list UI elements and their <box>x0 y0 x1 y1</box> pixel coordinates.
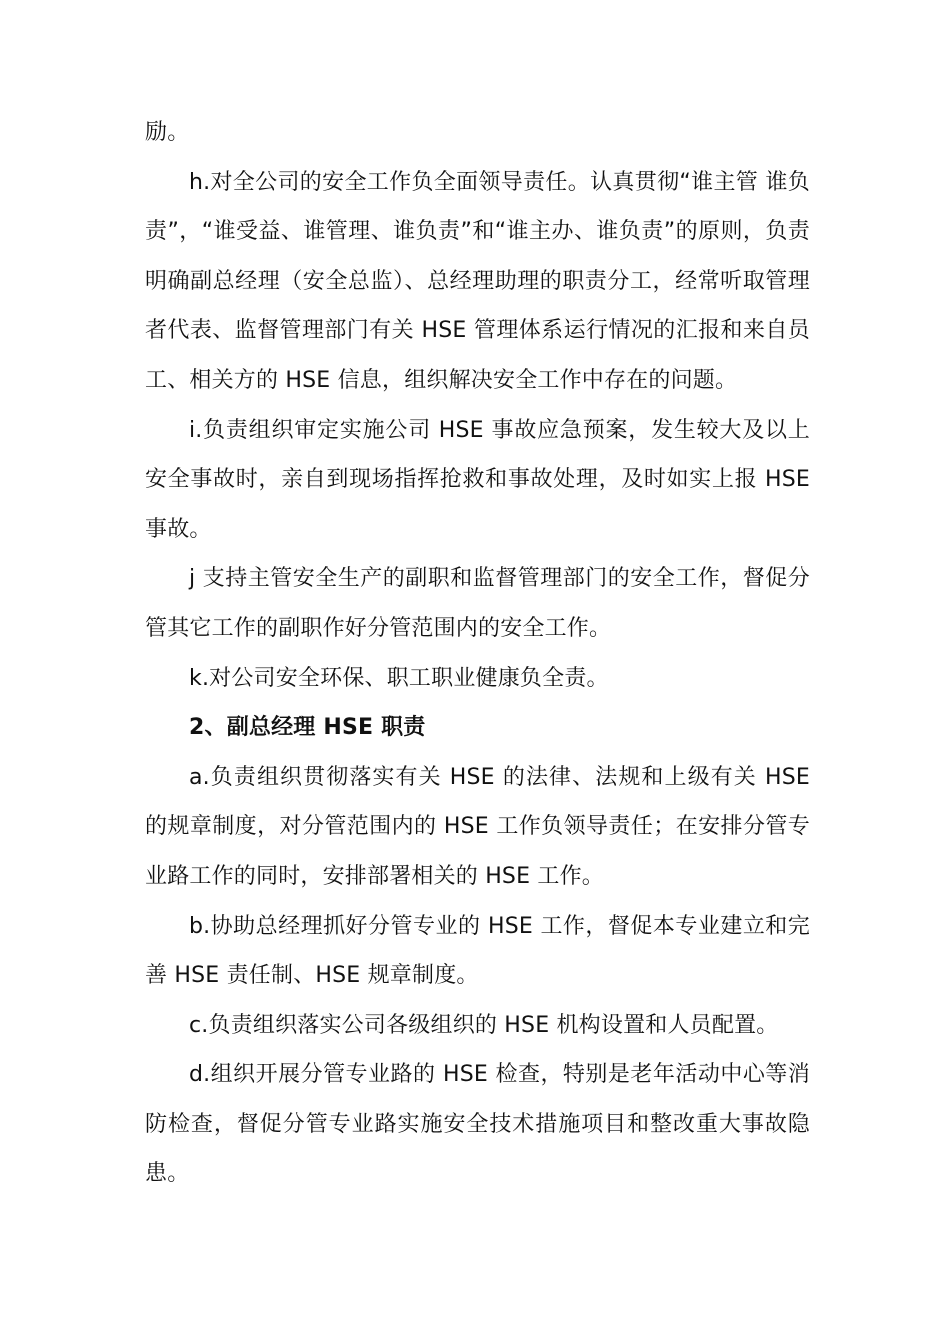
paragraph-item-c: c.负责组织落实公司各级组织的 HSE 机构设置和人员配置。 <box>189 1012 779 1038</box>
document-body <box>145 108 810 1199</box>
paragraph-continuation: 励。 <box>145 120 190 145</box>
paragraph-item-k: k.对公司安全环保、职工职业健康负全责。 <box>189 665 609 691</box>
paragraph-item-b: b.协助总经理抓好分管专业的 HSE 工作，督促本专业建立和完善 HSE 责任制、HSE 规章制度。 <box>145 913 810 989</box>
paragraph-item-d: d.组织开展分管专业路的 HSE 检查，特别是老年活动中心等消防检查，督促分管专业路实施安全技术措施项目和整改重大事故隐患。 <box>145 1062 810 1187</box>
paragraph-item-a: a.负责组织贯彻落实有关 HSE 的法律、法规和上级有关 HSE 的规章制度，对分管范围内的 HSE 工作负领导责任；在安排分管专业路工作的同时，安排部署相关的 HSE 工作。 <box>145 764 810 889</box>
section-heading: 2、副总经理 HSE 职责 <box>189 715 426 741</box>
paragraph-item-j: j 支持主管安全生产的副职和监督管理部门的安全工作，督促分管其它工作的副职作好分管范围内的安全工作。 <box>145 566 810 641</box>
paragraph-item-i: i.负责组织审定实施公司 HSE 事故应急预案，发生较大及以上安全事故时，亲自到现场指挥抢救和事故处理，及时如实上报 HSE 事故。 <box>145 417 810 542</box>
paragraph-item-h: h.对全公司的安全工作负全面领导责任。认真贯彻“谁主管 谁负责”，“谁受益、谁管理、谁负责”和“谁主办、谁负责”的原则，负责明确副总经理（安全总监）、总经理助理的职责分工，经常听取管理者代表、监督管理部门有关 HSE 管理体系运行情况的汇报和来自员工、相关方的 HSE 信息，组织解决安全工作中存在的问题。 <box>145 169 810 393</box>
